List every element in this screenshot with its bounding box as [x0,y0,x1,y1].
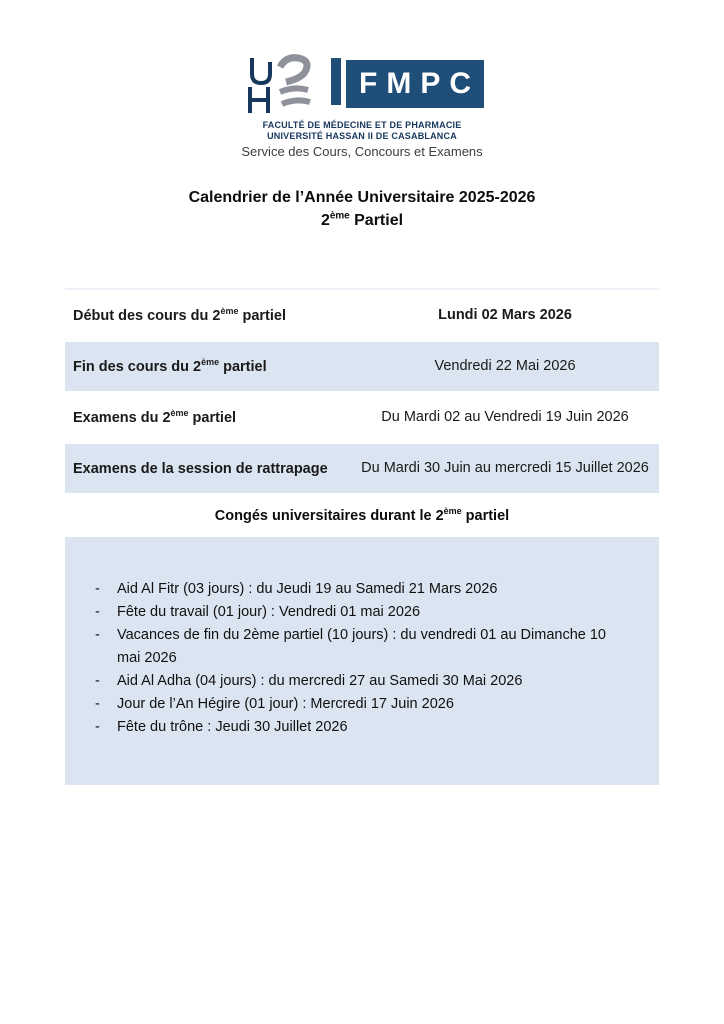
holidays-heading: Congés universitaires durant le 2ème partiel [214,505,510,524]
list-item: - Aid Al Fitr (03 jours) : du Jeudi 19 au Samedi 21 Mars 2026 [65,578,659,601]
page-title [0,186,724,232]
list-item: - Aid Al Adha (04 jours) : du mercredi 27 au Samedi 30 Mai 2026 [65,670,659,693]
service-name: Service des Cours, Concours et Examens [241,143,483,159]
row-value: Vendredi 22 Mai 2026 [434,357,576,374]
row-label: Fin des cours du 2ème partiel [73,357,267,376]
schedule-row-examens-partiel [65,393,659,442]
university-name: UNIVERSITÉ HASSAN II DE CASABLANCA [267,131,457,142]
schedule-row-debut-cours [65,291,659,340]
faculty-name: FACULTÉ DE MÉDECINE ET DE PHARMACIE [262,120,462,130]
row-value: Lundi 02 Mars 2026 [438,306,572,323]
schedule-row-rattrapage [65,444,659,493]
row-value: Du Mardi 02 au Vendredi 19 Juin 2026 [381,408,629,425]
schedule-table [65,288,659,493]
list-item: - Jour de l’An Hégire (01 jour) : Mercredi 17 Juin 2026 [65,693,659,716]
holidays-list [65,578,659,739]
header [0,0,724,159]
list-item: - Fête du travail (01 jour) : Vendredi 01 mai 2026 [65,601,659,624]
row-value: Du Mardi 30 Juin au mercredi 15 Juillet 2026 [361,459,649,476]
title-line-2: 2ème Partiel [320,210,404,229]
title-line-1: Calendrier de l’Année Universitaire 2025-2026 [188,188,536,206]
uh2c-logo-icon [240,54,328,116]
list-item: - Vacances de fin du 2ème partiel (10 jours) : du vendredi 01 au Dimanche 10 mai 2026 [65,624,659,670]
row-label: Début des cours du 2ème partiel [73,306,286,325]
fmpc-logo-text: FMPC [346,60,484,108]
logo-divider-bar [331,58,341,105]
holidays-box [65,537,659,785]
row-label: Examens de la session de rattrapage [73,461,328,478]
list-item: - Fête du trône : Jeudi 30 Juillet 2026 [65,716,659,739]
logo [0,54,724,116]
row-label: Examens du 2ème partiel [73,408,237,427]
schedule-row-fin-cours [65,342,659,391]
